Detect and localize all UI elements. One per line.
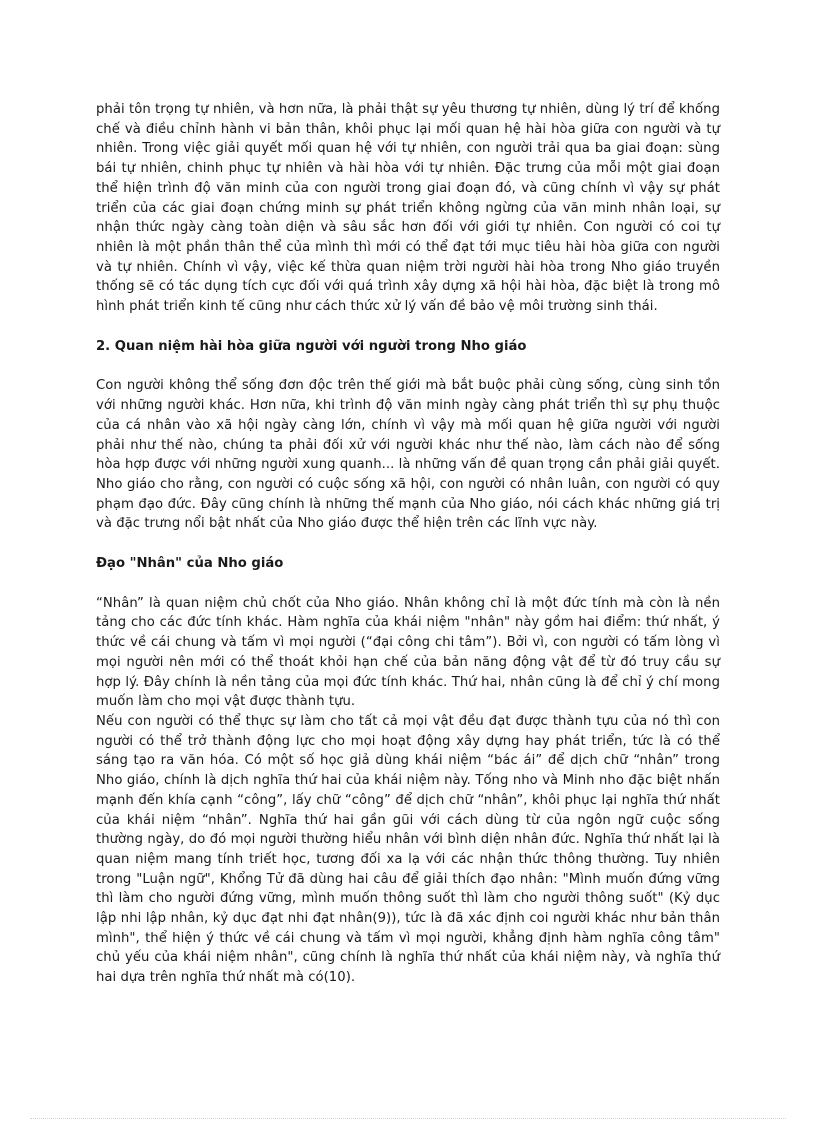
page-bottom-divider [30,1118,786,1119]
section-heading-nhan: Đạo "Nhân" của Nho giáo [96,556,284,572]
paragraph-nhan-definition: “Nhân” là quan niệm chủ chốt của Nho giáo. Nhân không chỉ là một đức tính mà còn là nền tảng cho các đức tính khác. Hàm nghĩa của khái niệm "nhân" này gồm hai điểm: thứ nhất, ý thức về cái chung và tấm vì mọi người (“đại công chi tâm”). Bởi vì, con người có tấm lòng vì mọi người nên mới có thể thoát khỏi hạn chế của bản năng động vật để từ đó truy cầu sự hợp lý. Đây chính là nền tảng của mọi đức tính khác. Thứ hai, nhân cũng là để chỉ ý chí mong muốn làm cho mọi vật được thành tựu. [96,595,720,710]
spacer [96,356,720,376]
paragraph-harmony-with-nature: phải tôn trọng tự nhiên, và hơn nữa, là phải thật sự yêu thương tự nhiên, dùng lý trí để khống chế và điều chỉnh hành vi bản thân, khôi phục lại mối quan hệ hài hòa giữa con người và tự nhiên. Trong việc giải quyết mối quan hệ với tự nhiên, con người trải qua ba giai đoạn: sùng bái tự nhiên, chinh phục tự nhiên và hài hòa với tự nhiên. Đặc trưng của mỗi một giai đoạn thể hiện trình độ văn minh của con người trong giai đoạn đó, và cũng chính vì vậy sự phát triển của các giai đoạn chứng minh sự phát triển không ngừng của văn minh nhân loại, sự nhận thức ngày càng toàn diện và sâu sắc hơn đối với giới tự nhiên. Con người có coi tự nhiên là một phần thân thể của mình thì mới có thể đạt tới mục tiêu hài hòa giữa con người và tự nhiên. Chính vì vậy, việc kế thừa quan niệm trời người hài hòa trong Nho giáo truyền thống sẽ có tác dụng tích cực đối với quá trình xây dựng xã hội hài hòa, đặc biệt là trong mô hình phát triển kinh tế cũng như cách thức xử lý vấn đề bảo vệ môi trường sinh thái. [96,102,720,315]
spacer [96,534,720,554]
spacer [96,317,720,337]
spacer [96,574,720,594]
section-heading-human-relations: 2. Quan niệm hài hòa giữa người với người trong Nho giáo [96,338,527,354]
paragraph-human-relations: Con người không thể sống đơn độc trên thế giới mà bắt buộc phải cùng sống, cùng sinh tồn với những người khác. Hơn nữa, khi trình độ văn minh ngày càng phát triển thì sự phụ thuộc của cá nhân vào xã hội ngày càng lớn, chính vì vậy mà mối quan hệ giữa người với người phải như thế nào, chúng ta phải đối xử với người khác như thế nào, làm cách nào để sống hòa hợp được với những người xung quanh... là những vấn đề quan trọng cần phải giải quyết. Nho giáo cho rằng, con người có cuộc sống xã hội, con người có nhân luân, con người có quy phạm đạo đức. Đây cũng chính là những thế mạnh của Nho giáo, nói cách khác những giá trị và đặc trưng nổi bật nhất của Nho giáo được thể hiện trên các lĩnh vực này. [96,378,720,532]
document-page [96,100,720,988]
paragraph-nhan-meanings: Nếu con người có thể thực sự làm cho tất cả mọi vật đều đạt được thành tựu của nó thì con người có thể trở thành động lực cho mọi hoạt động xây dựng hay phát triển, tức là có thể sáng tạo ra văn hóa. Có một số học giả dùng khái niệm “bác ái” để dịch chữ “nhân” trong Nho giáo, chính là dịch nghĩa thứ hai của khái niệm này. Tống nho và Minh nho đặc biệt nhấn mạnh đến khía cạnh “công”, lấy chữ “công” để dịch chữ “nhân”, khôi phục lại nghĩa thứ nhất của khái niệm “nhân”. Nghĩa thứ hai gần gũi với cách dùng từ của ngôn ngữ cuộc sống thường ngày, do đó mọi người thường hiểu nhân với bình diện nhân đức. Nghĩa thứ nhất lại là quan niệm mang tính triết học, tương đối xa lạ với các nhận thức thông thường. Tuy nhiên trong "Luận ngữ", Khổng Tử đã dùng hai câu để giải thích đạo nhân: "Mình muốn đứng vững thì làm cho người đứng vững, mình muốn thông suốt thì làm cho người thông suốt" (Kỷ dục lập nhi lập nhân, kỷ dục đạt nhi đạt nhân(9)), tức là đã xác định coi người khác như bản thân mình", thể hiện ý thức về cái chung và tấm vì mọi người, khẳng định hàm nghĩa công tâm" chủ yếu của khái niệm nhân", cũng chính là nghĩa thứ nhất của khái niệm này, và nghĩa thứ hai dựa trên nghĩa thứ nhất mà có(10). [96,713,720,986]
